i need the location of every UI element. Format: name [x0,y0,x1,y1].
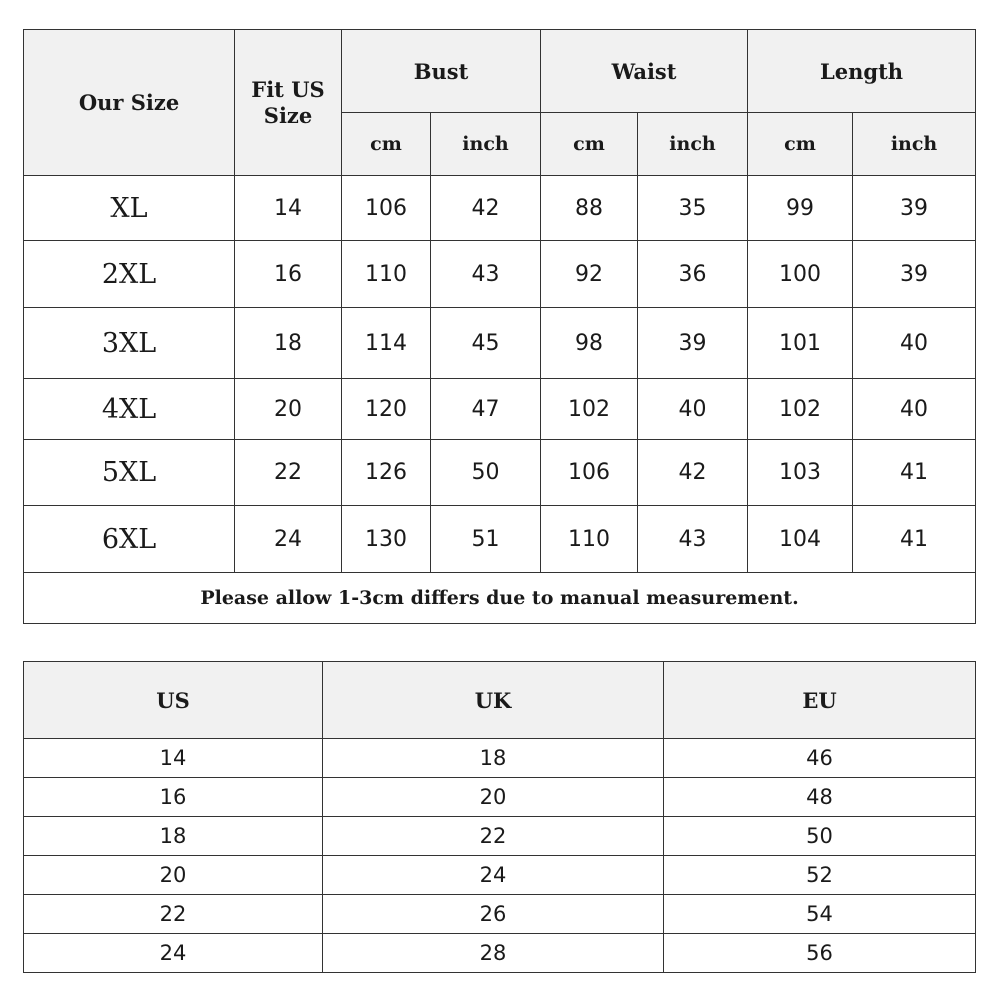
waist-inch-cell: 43 [638,506,748,573]
bust-inch-cell: 47 [431,379,541,440]
fit-us-cell: 20 [235,379,342,440]
length-inch-cell: 39 [853,241,976,308]
uk-cell: 26 [323,895,664,934]
length-inch-cell: 41 [853,506,976,573]
table-row [24,440,976,506]
uk-cell: 28 [323,934,664,973]
uk-cell: 24 [323,856,664,895]
fit-us-cell: 24 [235,506,342,573]
waist-inch-cell: 42 [638,440,748,506]
length-cm-cell: 102 [748,379,853,440]
us-cell: 16 [24,778,323,817]
length-inch-cell: 40 [853,379,976,440]
table-row [24,506,976,573]
length-cm-cell: 100 [748,241,853,308]
fit-us-cell: 16 [235,241,342,308]
table-row [24,241,976,308]
header-waist-cm: cm [541,113,638,176]
us-cell: 22 [24,895,323,934]
header-fit-us-size [235,30,342,176]
bust-inch-cell: 43 [431,241,541,308]
waist-cm-cell: 98 [541,308,638,379]
eu-cell: 54 [664,895,976,934]
header-uk: UK [323,662,664,739]
bust-inch-cell: 51 [431,506,541,573]
uk-cell: 20 [323,778,664,817]
our-size-cell: 5XL [24,440,235,506]
waist-cm-cell: 102 [541,379,638,440]
note-row [24,573,976,624]
bust-inch-cell: 42 [431,176,541,241]
bust-inch-cell: 45 [431,308,541,379]
bust-cm-cell: 114 [342,308,431,379]
bust-cm-cell: 110 [342,241,431,308]
us-cell: 24 [24,934,323,973]
header-waist: Waist [541,30,748,113]
table-row [24,817,976,856]
table-row [24,308,976,379]
uk-cell: 18 [323,739,664,778]
length-cm-cell: 101 [748,308,853,379]
our-size-cell: XL [24,176,235,241]
header-bust-cm: cm [342,113,431,176]
length-inch-cell: 41 [853,440,976,506]
us-cell: 14 [24,739,323,778]
bust-cm-cell: 130 [342,506,431,573]
size-conversion-table [23,661,976,973]
length-cm-cell: 99 [748,176,853,241]
our-size-cell: 3XL [24,308,235,379]
length-cm-cell: 103 [748,440,853,506]
uk-cell: 22 [323,817,664,856]
header-length: Length [748,30,976,113]
table-row [24,856,976,895]
us-cell: 20 [24,856,323,895]
waist-cm-cell: 110 [541,506,638,573]
waist-cm-cell: 92 [541,241,638,308]
length-inch-cell: 39 [853,176,976,241]
eu-cell: 56 [664,934,976,973]
size-chart-table [23,29,976,624]
eu-cell: 50 [664,817,976,856]
eu-cell: 46 [664,739,976,778]
header-length-cm: cm [748,113,853,176]
eu-cell: 52 [664,856,976,895]
fit-us-cell: 22 [235,440,342,506]
waist-cm-cell: 88 [541,176,638,241]
bust-cm-cell: 126 [342,440,431,506]
table-row [24,778,976,817]
table-row [24,895,976,934]
length-inch-cell: 40 [853,308,976,379]
header-fit-us-size-label: Fit US Size [251,76,325,128]
header-bust: Bust [342,30,541,113]
table-row [24,934,976,973]
length-cm-cell: 104 [748,506,853,573]
measurement-note: Please allow 1-3cm differs due to manual measurement. [24,573,976,624]
header-length-inch: inch [853,113,976,176]
table-row [24,739,976,778]
bust-inch-cell: 50 [431,440,541,506]
our-size-cell: 6XL [24,506,235,573]
waist-inch-cell: 39 [638,308,748,379]
header-us: US [24,662,323,739]
eu-cell: 48 [664,778,976,817]
header-our-size: Our Size [24,30,235,176]
fit-us-cell: 14 [235,176,342,241]
our-size-cell: 4XL [24,379,235,440]
fit-us-cell: 18 [235,308,342,379]
us-cell: 18 [24,817,323,856]
bust-cm-cell: 120 [342,379,431,440]
header-bust-inch: inch [431,113,541,176]
waist-inch-cell: 40 [638,379,748,440]
waist-cm-cell: 106 [541,440,638,506]
waist-inch-cell: 36 [638,241,748,308]
our-size-cell: 2XL [24,241,235,308]
table-row [24,176,976,241]
table-row [24,379,976,440]
header-eu: EU [664,662,976,739]
waist-inch-cell: 35 [638,176,748,241]
header-waist-inch: inch [638,113,748,176]
bust-cm-cell: 106 [342,176,431,241]
